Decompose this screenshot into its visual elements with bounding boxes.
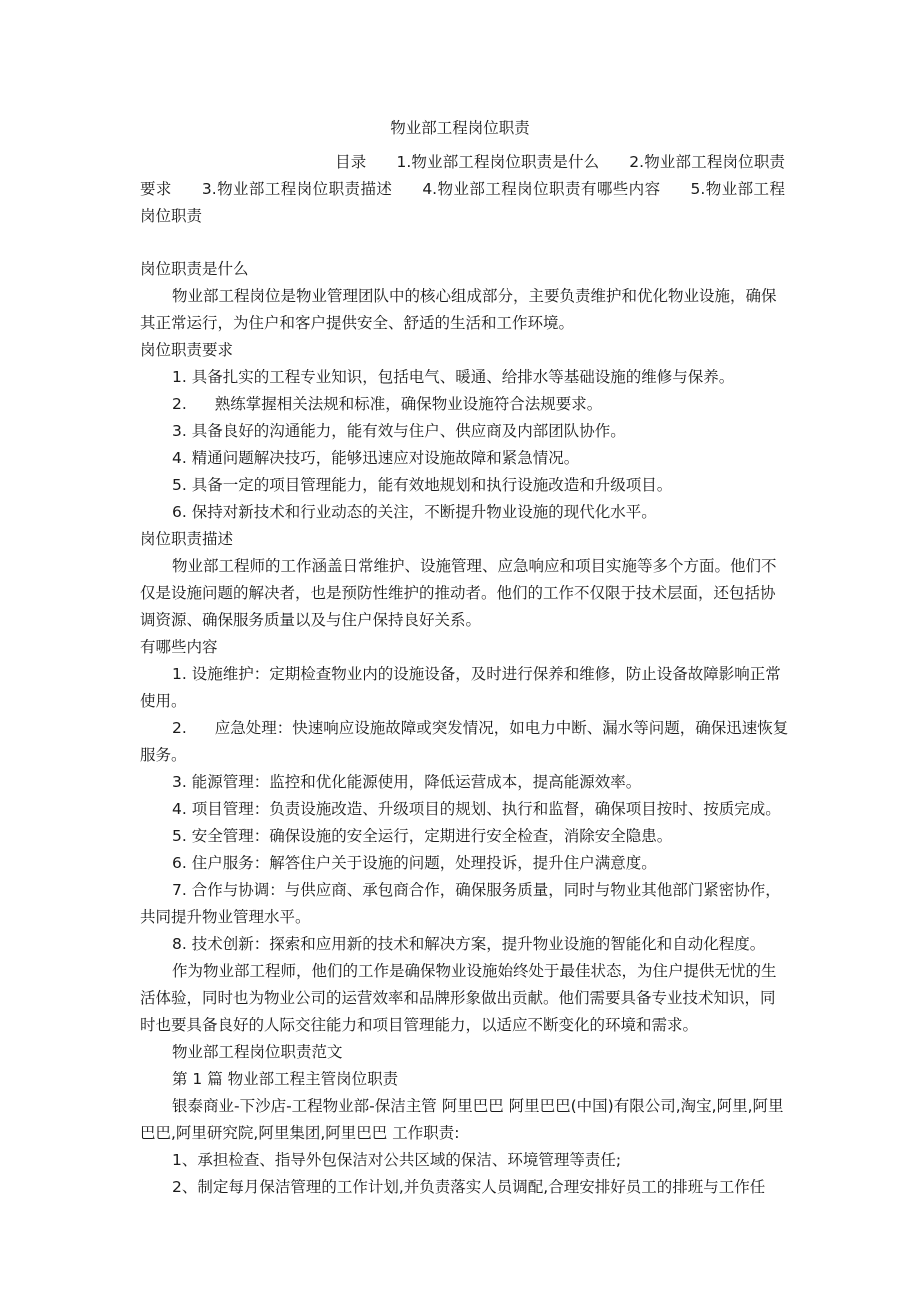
section-heading: 岗位职责描述 — [140, 530, 234, 548]
table-of-contents — [140, 149, 785, 230]
list-number: 2. — [172, 719, 187, 737]
list-item: 1. 设施维护：定期检查物业内的设施设备，及时进行保养和维修，防止设备故障影响正常使用。 — [140, 665, 781, 710]
paragraph: 物业部工程岗位是物业管理团队中的核心组成部分，主要负责维护和优化物业设施，确保其正常运行，为住户和客户提供安全、舒适的生活和工作环境。 — [140, 287, 777, 332]
list-item: 6. 住户服务：解答住户关于设施的问题，处理投诉，提升住户满意度。 — [172, 854, 657, 872]
list-text: 熟练掌握相关法规和标准，确保物业设施符合法规要求。 — [214, 395, 603, 413]
toc-item[interactable]: 2.物业部工程岗位职责要求 — [140, 153, 785, 198]
list-item — [140, 715, 790, 769]
toc-item[interactable]: 4.物业部工程岗位职责有哪些内容 — [422, 180, 661, 198]
section-heading: 岗位职责是什么 — [140, 260, 249, 278]
toc-item[interactable]: 3.物业部工程岗位职责描述 — [201, 180, 393, 198]
toc-item[interactable]: 5.物业部工程岗位职责 — [140, 180, 785, 225]
list-item: 2、制定每月保洁管理的工作计划,并负责落实人员调配,合理安排好员工的排班与工作任 — [172, 1178, 766, 1196]
document-title: 物业部工程岗位职责 — [390, 119, 530, 137]
list-item: 8. 技术创新：探索和应用新的技术和解决方案，提升物业设施的智能化和自动化程度。 — [172, 935, 766, 953]
list-item: 3. 具备良好的沟通能力，能有效与住户、供应商及内部团队协作。 — [172, 422, 626, 440]
toc-item[interactable]: 1.物业部工程岗位职责是什么 — [396, 153, 600, 171]
paragraph: 物业部工程师的工作涵盖日常维护、设施管理、应急响应和项目实施等多个方面。他们不仅是设施问题的解决者，也是预防性维护的推动者。他们的工作不仅限于技术层面，还包括协调资源、确保服务质量以及与住户保持良好关系。 — [140, 557, 777, 629]
list-item: 7. 合作与协调：与供应商、承包商合作，确保服务质量，同时与物业其他部门紧密协作，共同提升物业管理水平。 — [140, 881, 781, 926]
paragraph: 银泰商业-下沙店-工程物业部-保洁主管 阿里巴巴 阿里巴巴(中国)有限公司,淘宝,阿里,阿里巴巴,阿里研究院,阿里集团,阿里巴巴 工作职责: — [140, 1097, 784, 1142]
list-item: 6. 保持对新技术和行业动态的关注，不断提升物业设施的现代化水平。 — [172, 503, 657, 521]
section-heading: 有哪些内容 — [140, 638, 218, 656]
list-item — [140, 391, 790, 418]
list-item: 5. 安全管理：确保设施的安全运行，定期进行安全检查，消除安全隐患。 — [172, 827, 673, 845]
list-item: 4. 精通问题解决技巧，能够迅速应对设施故障和紧急情况。 — [172, 449, 580, 467]
list-item: 4. 项目管理：负责设施改造、升级项目的规划、执行和监督，确保项目按时、按质完成。 — [172, 800, 781, 818]
section-heading: 岗位职责要求 — [140, 341, 234, 359]
list-item: 1、承担检查、指导外包保洁对公共区域的保洁、环境管理等责任; — [172, 1151, 622, 1169]
toc-label: 目录 — [335, 153, 367, 171]
list-number: 2. — [172, 395, 187, 413]
list-item: 5. 具备一定的项目管理能力，能有效地规划和执行设施改造和升级项目。 — [172, 476, 673, 494]
list-text: 应急处理：快速响应设施故障或突发情况，如电力中断、漏水等问题，确保迅速恢复服务。 — [140, 719, 789, 764]
paragraph: 作为物业部工程师，他们的工作是确保物业设施始终处于最佳状态，为住户提供无忧的生活体验，同时也为物业公司的运营效率和品牌形象做出贡献。他们需要具备专业技术知识，同时也要具备良好的人际交往能力和项目管理能力，以适应不断变化的环境和需求。 — [140, 962, 777, 1034]
sample-heading: 物业部工程岗位职责范文 — [172, 1043, 343, 1061]
document-body — [140, 256, 790, 1201]
list-item: 3. 能源管理：监控和优化能源使用，降低运营成本，提高能源效率。 — [172, 773, 642, 791]
list-item: 1. 具备扎实的工程专业知识，包括电气、暖通、给排水等基础设施的维修与保养。 — [172, 368, 735, 386]
sample-title: 第 1 篇 物业部工程主管岗位职责 — [172, 1070, 399, 1088]
